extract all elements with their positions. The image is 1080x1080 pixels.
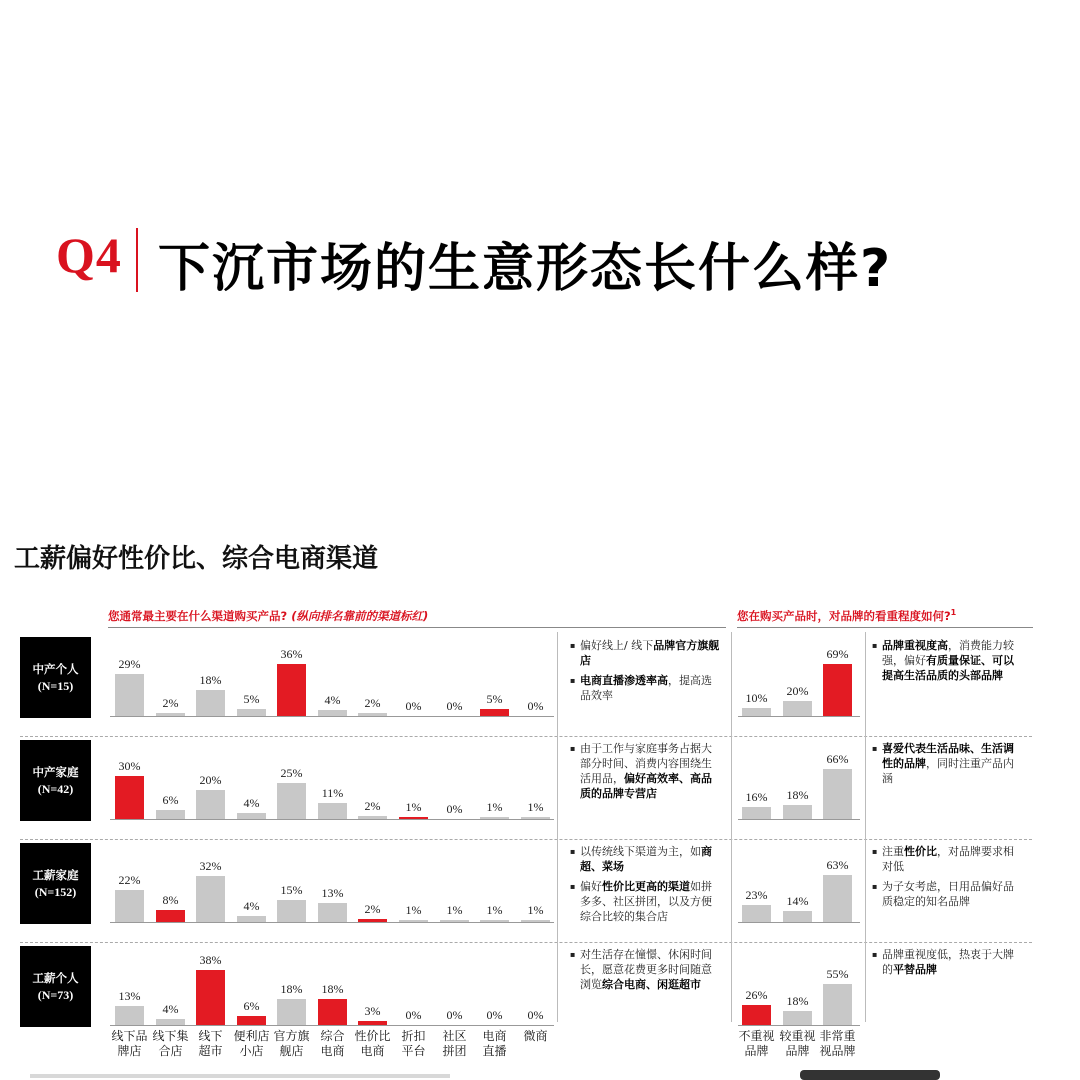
data-label: 1% [486, 903, 503, 917]
data-label: 0% [446, 1008, 463, 1022]
data-label: 18% [321, 982, 344, 996]
emphasis-text: 性价比更高的渠道 [602, 880, 690, 893]
bar [196, 790, 225, 819]
data-label: 32% [199, 859, 222, 873]
bar [358, 919, 387, 922]
data-label: 18% [786, 994, 809, 1008]
bar [742, 708, 771, 716]
chart-baseline [738, 1025, 860, 1026]
bar [480, 920, 509, 922]
data-label: 1% [446, 903, 463, 917]
bar [742, 905, 771, 922]
insight-notes [570, 844, 720, 929]
segment-name: 中产家庭 [32, 764, 79, 779]
data-label: 29% [118, 657, 141, 671]
bar [440, 920, 469, 922]
data-label: 1% [527, 800, 544, 814]
page-title: 下沉市场的生意形态长什么样? [158, 239, 893, 299]
bar [196, 970, 225, 1025]
note-text: 如拼多多、社区拼团，以及方便综合比较的集合店 [580, 880, 712, 923]
left-question-note: (纵向排名靠前的渠道标红) [291, 609, 429, 623]
insight-notes [570, 638, 720, 708]
segment-name: 中产个人 [32, 661, 79, 676]
right-heading-rule [737, 627, 1033, 628]
bar [196, 876, 225, 922]
data-label: 18% [199, 673, 222, 687]
data-label: 4% [162, 1002, 179, 1016]
category-label: 微商 [523, 1029, 548, 1043]
note-text: ，提高选品效率 [580, 674, 712, 702]
bar [783, 805, 812, 819]
bar [783, 701, 812, 716]
data-label: 0% [486, 1008, 503, 1022]
data-label: 1% [405, 800, 422, 814]
data-label: 66% [826, 752, 849, 766]
data-label: 69% [826, 647, 849, 661]
bar [358, 713, 387, 716]
bar [823, 769, 852, 819]
note-text: ，对品牌要求相对低 [882, 845, 1014, 873]
bar [318, 999, 347, 1025]
bullet-point [872, 844, 1024, 874]
bullet-point [570, 673, 720, 703]
bullet-point [872, 638, 1024, 683]
bar [823, 664, 852, 716]
bar [480, 709, 509, 716]
segment-sample-size: (N=152) [34, 884, 77, 899]
segment-sample-size: (N=73) [37, 987, 74, 1002]
data-label: 30% [118, 759, 141, 773]
note-text: 偏好 [580, 880, 602, 893]
data-label: 0% [446, 802, 463, 816]
bar [480, 817, 509, 819]
bullet-point [570, 947, 720, 992]
bar [399, 920, 428, 922]
row-separator [20, 736, 1032, 737]
category-label: 折扣 平台 [401, 1029, 426, 1058]
data-label: 3% [364, 1004, 381, 1018]
data-label: 6% [162, 793, 179, 807]
chart-baseline [738, 819, 860, 820]
data-label: 2% [364, 799, 381, 813]
data-label: 18% [786, 788, 809, 802]
data-label: 4% [243, 796, 260, 810]
left-question-text: 您通常最主要在什么渠道购买产品? [108, 609, 288, 623]
bar [318, 903, 347, 922]
title-divider [136, 228, 138, 292]
data-label: 4% [243, 899, 260, 913]
data-label: 16% [745, 790, 768, 804]
data-label: 0% [527, 1008, 544, 1022]
bar [156, 910, 185, 922]
data-label: 1% [527, 903, 544, 917]
data-label: 26% [745, 988, 768, 1002]
segment-sample-size: (N=15) [37, 678, 74, 693]
emphasis-text: 电商直播渗透率高 [580, 674, 668, 687]
emphasis-text: 平替品牌 [893, 963, 937, 976]
bullet-point [872, 947, 1024, 977]
data-label: 2% [162, 696, 179, 710]
left-heading-rule [108, 627, 726, 628]
data-label: 63% [826, 858, 849, 872]
bullet-point [570, 879, 720, 924]
chart-baseline [110, 1025, 554, 1026]
segment-name: 工薪家庭 [32, 867, 79, 882]
note-text: 注重 [882, 845, 904, 858]
data-label: 6% [243, 999, 260, 1013]
chart-baseline [738, 716, 860, 717]
emphasis-text: 商超、菜场 [580, 845, 712, 873]
chart-baseline [738, 922, 860, 923]
bar [318, 803, 347, 819]
bar [277, 900, 306, 922]
bar [156, 713, 185, 716]
footer-logo-fragment [800, 1070, 940, 1080]
note-text: 品牌重视度低，热衷于大牌的 [882, 948, 1014, 976]
data-label: 0% [446, 699, 463, 713]
bar [277, 999, 306, 1025]
note-text: ，消费能力较强，偏好 [882, 639, 1014, 667]
bar [156, 1019, 185, 1025]
data-label: 11% [321, 786, 344, 800]
insight-notes [570, 741, 720, 806]
data-label: 18% [280, 982, 303, 996]
bar [277, 783, 306, 819]
chart-baseline [110, 716, 554, 717]
section-title: 工薪偏好性价比、综合电商渠道 [14, 544, 379, 574]
right-question-heading [737, 608, 956, 624]
category-label: 较重视 品牌 [779, 1029, 816, 1058]
category-label: 线下品 牌店 [111, 1029, 148, 1058]
category-label: 电商 直播 [482, 1029, 507, 1058]
data-label: 0% [527, 699, 544, 713]
data-label: 0% [405, 699, 422, 713]
data-label: 23% [745, 888, 768, 902]
emphasis-text: 综合电商、闲逛超市 [602, 978, 701, 991]
bullet-point [570, 638, 720, 668]
insight-notes [570, 947, 720, 997]
segment-label [20, 740, 91, 821]
data-label: 5% [486, 692, 503, 706]
data-label: 2% [364, 696, 381, 710]
note-text: ，同时注重产品内涵 [882, 757, 1014, 785]
bar [742, 1005, 771, 1025]
question-number: Q4 [56, 227, 122, 283]
emphasis-text: 偏好高效率、高品质的品牌专营店 [580, 772, 712, 800]
data-label: 1% [486, 800, 503, 814]
note-text: 以传统线下渠道为主，如 [580, 845, 701, 858]
bar [115, 674, 144, 716]
column-separator [731, 632, 732, 1022]
insight-notes [872, 844, 1024, 914]
note-text: 偏好线上/ 线下 [580, 639, 654, 652]
bar [237, 709, 266, 716]
category-label: 不重视 品牌 [738, 1029, 775, 1058]
bar [521, 920, 550, 922]
chart-baseline [110, 819, 554, 820]
data-label: 25% [280, 766, 303, 780]
bar [277, 664, 306, 716]
segment-name: 工薪个人 [32, 970, 79, 985]
bar [318, 710, 347, 716]
segment-label [20, 843, 91, 924]
data-label: 0% [405, 1008, 422, 1022]
insight-notes [872, 741, 1024, 791]
bar [237, 916, 266, 922]
note-text: 为子女考虑，日用品偏好品质稳定的知名品牌 [882, 880, 1014, 908]
data-label: 2% [364, 902, 381, 916]
insight-notes [872, 638, 1024, 688]
data-label: 8% [162, 893, 179, 907]
data-label: 5% [243, 692, 260, 706]
data-label: 36% [280, 647, 303, 661]
bar [115, 776, 144, 819]
bar [823, 875, 852, 922]
chart-baseline [110, 922, 554, 923]
bullet-point [570, 741, 720, 801]
category-label: 社区 拼团 [442, 1029, 467, 1058]
bar [742, 807, 771, 819]
data-label: 1% [405, 903, 422, 917]
data-label: 38% [199, 953, 222, 967]
data-label: 55% [826, 967, 849, 981]
bar [237, 1016, 266, 1025]
data-label: 22% [118, 873, 141, 887]
column-separator [865, 632, 866, 1022]
data-label: 13% [118, 989, 141, 1003]
segment-label [20, 946, 91, 1027]
note-text: 对生活存在憧憬、休闲时间长，愿意花费更多时间随意浏览 [580, 948, 712, 991]
data-label: 20% [786, 684, 809, 698]
category-label: 线下集 合店 [152, 1029, 189, 1058]
emphasis-text: 有质量保证、可以提高生活品质的头部品牌 [882, 654, 1014, 682]
data-label: 15% [280, 883, 303, 897]
emphasis-text: 喜爱代表生活品味、生活调性的品牌 [882, 742, 1014, 770]
category-label: 便利店 小店 [233, 1029, 270, 1058]
footer-text-fragment [30, 1074, 450, 1078]
bullet-point [570, 844, 720, 874]
data-label: 13% [321, 886, 344, 900]
category-label: 官方旗 舰店 [273, 1029, 310, 1058]
row-separator [20, 839, 1032, 840]
data-label: 10% [745, 691, 768, 705]
bar [196, 690, 225, 716]
bullet-point [872, 741, 1024, 786]
bar [783, 911, 812, 922]
category-label: 非常重 视品牌 [819, 1029, 856, 1058]
right-question-footnote: 1 [950, 608, 957, 618]
row-separator [20, 942, 1032, 943]
category-label: 性价比 电商 [354, 1029, 391, 1058]
emphasis-text: 品牌官方旗舰店 [580, 639, 720, 667]
bar [358, 816, 387, 819]
emphasis-text: 品牌重视度高 [882, 639, 948, 652]
bullet-point [872, 879, 1024, 909]
bar [237, 813, 266, 819]
column-separator [557, 632, 558, 1022]
left-question-heading [108, 608, 428, 624]
bar [115, 890, 144, 922]
bar [783, 1011, 812, 1025]
category-label: 线下 超市 [198, 1029, 223, 1058]
bar [156, 810, 185, 819]
bar [823, 984, 852, 1025]
bar [521, 817, 550, 819]
bar [115, 1006, 144, 1025]
segment-label [20, 637, 91, 718]
bar [358, 1021, 387, 1025]
category-label: 综合 电商 [320, 1029, 345, 1058]
data-label: 4% [324, 693, 341, 707]
note-text: 由于工作与家庭事务占据大部分时间、消费内容围绕生活用品， [580, 742, 712, 785]
segment-sample-size: (N=42) [37, 781, 74, 796]
right-question-text: 您在购买产品时，对品牌的看重程度如何? [737, 609, 951, 623]
data-label: 20% [199, 773, 222, 787]
bar [399, 817, 428, 819]
insight-notes [872, 947, 1024, 982]
data-label: 14% [786, 894, 809, 908]
emphasis-text: 性价比 [904, 845, 937, 858]
